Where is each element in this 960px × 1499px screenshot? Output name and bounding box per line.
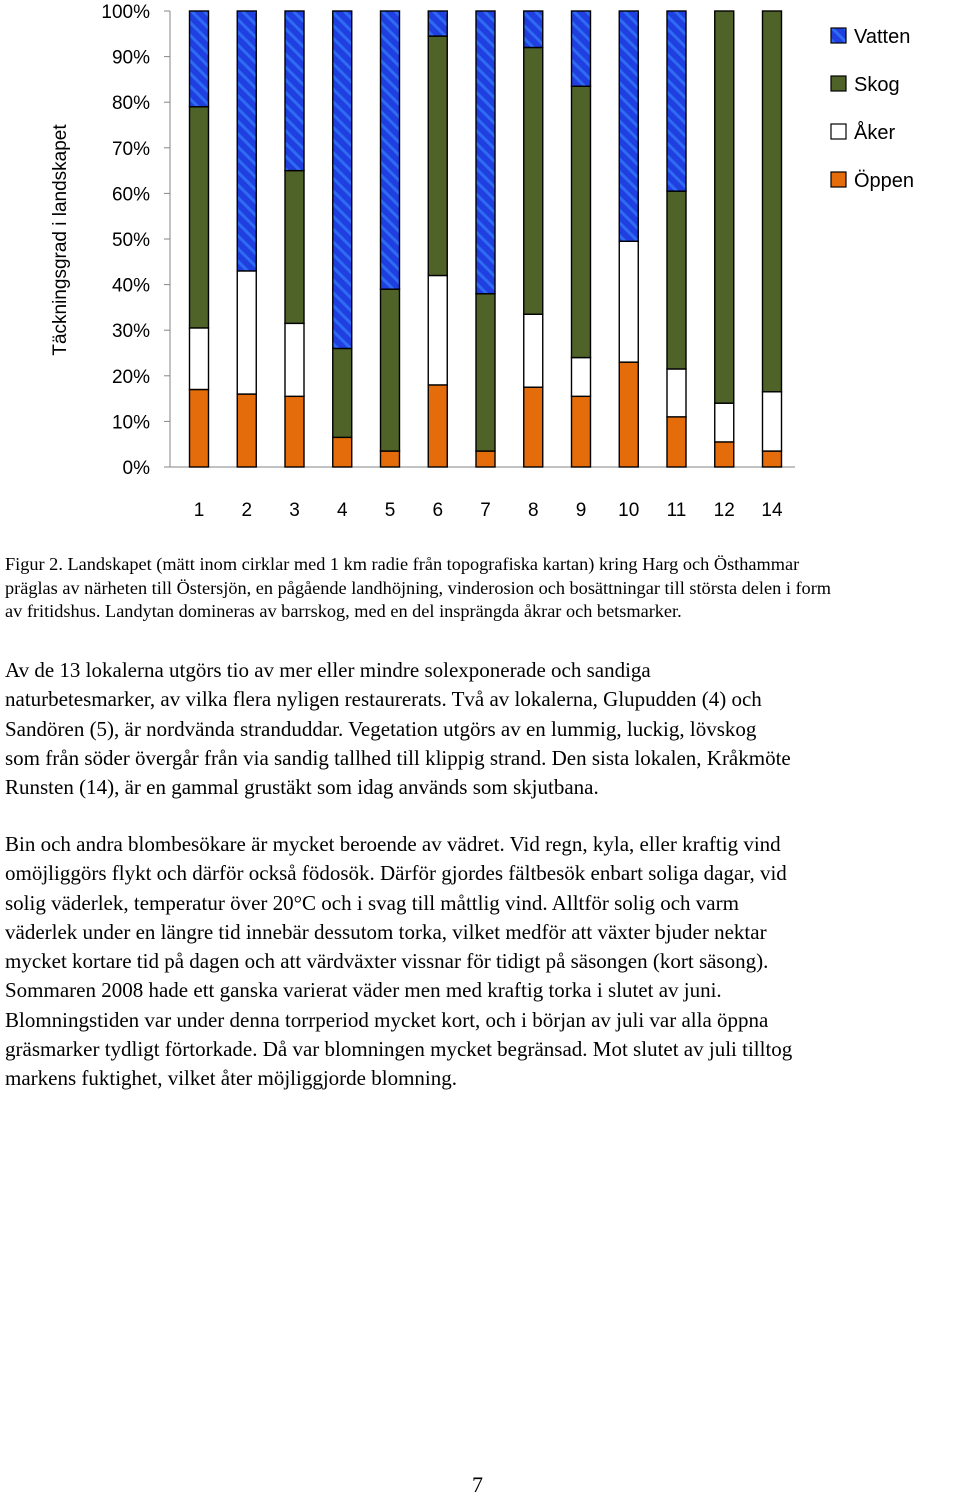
- legend-label: Skog: [854, 74, 900, 96]
- bar-segment-åker: [572, 358, 591, 397]
- paragraph-line: Av de 13 lokalerna utgörs tio av mer eller mindre solexponerade och sandiga: [5, 658, 651, 682]
- x-axis-labels: [194, 500, 783, 521]
- x-tick-label: 2: [241, 500, 253, 521]
- y-tick-label: 80%: [111, 93, 150, 115]
- bar-segment-vatten: [476, 11, 495, 294]
- bar-segment-vatten: [619, 11, 638, 241]
- paragraph-line: väderlek under en längre tid innebär dessutom torka, vilket medför att växter bjuder nektar: [5, 919, 767, 944]
- y-tick-label: 30%: [111, 321, 150, 343]
- legend-label: Vatten: [854, 26, 911, 48]
- bar-segment-åker: [285, 323, 304, 396]
- y-tick-label: 100%: [101, 2, 150, 23]
- bar-segment-skog: [572, 86, 591, 357]
- bar-segment-vatten: [428, 11, 447, 36]
- caption-line: Figur 2. Landskapet (mätt inom cirklar med 1 km radie från topografiska kartan) kring Harg och Östhammar: [5, 554, 800, 574]
- legend-swatch-skog: [831, 76, 846, 91]
- x-tick-label: 8: [527, 500, 539, 521]
- bar-segment-vatten: [524, 11, 543, 47]
- bar-segment-åker: [237, 271, 256, 394]
- x-tick-label: 14: [761, 500, 783, 521]
- bar-segment-skog: [715, 11, 734, 403]
- caption-line: präglas av närheten till Östersjön, en pågående landhöjning, vinderosion och bosättningar till största delen i form: [5, 577, 832, 598]
- bar-segment-skog: [476, 294, 495, 451]
- bar-segment-vatten: [333, 11, 352, 348]
- legend-label: Öppen: [854, 170, 915, 192]
- bar-segment-öppen: [619, 362, 638, 467]
- bar-segment-skog: [524, 47, 543, 314]
- y-axis-label: Täckningsgrad i landskapet: [50, 124, 71, 356]
- x-tick-label: 3: [289, 500, 300, 521]
- y-axis-ticks: [101, 2, 170, 479]
- bar-segment-öppen: [428, 385, 447, 467]
- bar-segment-åker: [715, 403, 734, 442]
- y-tick-label: 50%: [111, 230, 150, 251]
- bar-segment-öppen: [667, 417, 686, 467]
- bar-segment-vatten: [381, 11, 400, 289]
- x-tick-label: 5: [384, 500, 396, 521]
- legend-swatch-åker: [831, 124, 846, 139]
- bar-segment-åker: [190, 328, 209, 390]
- x-tick-label: 12: [713, 500, 735, 521]
- bar-segment-vatten: [237, 11, 256, 271]
- bar-segment-skog: [763, 11, 782, 392]
- bars: [190, 11, 782, 467]
- paragraph-line: mycket kortare tid på dagen och att värdväxter vissnar för tidigt på säsongen (kort säsong).: [5, 949, 769, 974]
- paragraph-line: naturbetesmarker, av vilka flera nyligen restaurerats. Två av lokalerna, Glupudden (4) och: [5, 687, 762, 712]
- bar-segment-öppen: [237, 394, 256, 467]
- legend-swatch-öppen: [831, 172, 846, 187]
- bar-segment-öppen: [190, 389, 209, 467]
- bar-segment-skog: [190, 107, 209, 328]
- bar-segment-öppen: [524, 387, 543, 467]
- bar-segment-skog: [333, 348, 352, 437]
- bar-segment-åker: [524, 314, 543, 387]
- y-tick-label: 10%: [111, 412, 150, 434]
- bar-segment-öppen: [476, 451, 495, 467]
- y-tick-label: 70%: [111, 138, 150, 160]
- y-tick-label: 90%: [111, 47, 150, 69]
- bar-segment-skog: [667, 191, 686, 369]
- bar-segment-öppen: [763, 451, 782, 467]
- bar-segment-öppen: [285, 396, 304, 467]
- y-tick-label: 20%: [111, 366, 150, 388]
- bar-segment-öppen: [381, 451, 400, 467]
- figure-caption: [5, 553, 960, 624]
- legend-label: Åker: [854, 122, 896, 144]
- paragraph-line: omöjliggörs flykt och därför också födosök. Därför gjordes fältbesök enbart soliga dagar, vid: [5, 861, 787, 886]
- paragraph-weather: [5, 830, 955, 1094]
- x-tick-label: 10: [618, 500, 640, 521]
- bar-segment-vatten: [572, 11, 591, 86]
- bar-segment-vatten: [190, 11, 209, 107]
- bar-segment-skog: [381, 289, 400, 451]
- bar-segment-skog: [428, 36, 447, 275]
- paragraph-line: som från söder övergår från via sandig tallhed till klippig strand. Den sista lokalen, Kråkmöte: [5, 745, 791, 770]
- y-tick-label: 40%: [111, 275, 150, 297]
- bar-segment-skog: [285, 171, 304, 324]
- bar-segment-öppen: [333, 437, 352, 467]
- paragraph-line: Runsten (14), är en gammal grustäkt som idag används som skjutbana.: [5, 775, 599, 800]
- bar-segment-åker: [667, 369, 686, 417]
- bar-segment-öppen: [715, 442, 734, 467]
- paragraph-line: Sommaren 2008 hade ett ganska varierat väder men med kraftig torka i slutet av juni.: [5, 978, 722, 1003]
- paragraph-line: Sandören (5), är nordvända stranduddar. Vegetation utgörs av en lummig, luckig, lövskog: [5, 716, 757, 741]
- caption-line: av fritidshus. Landytan domineras av barrskog, med en del insprängda åkrar och betsmarker.: [5, 601, 682, 621]
- paragraph-line: Bin och andra blombesökare är mycket beroende av vädret. Vid regn, kyla, eller kraftig vind: [5, 832, 781, 856]
- paragraph-line: markens fuktighet, vilket åter möjliggjorde blomning.: [5, 1066, 457, 1091]
- paragraph-line: Blomningstiden var under denna torrperiod mycket kort, och i början av juli var alla öppna: [5, 1007, 769, 1032]
- page-number: 7: [472, 1472, 483, 1497]
- bar-segment-åker: [763, 392, 782, 451]
- bar-segment-åker: [619, 241, 638, 362]
- legend: [831, 26, 914, 192]
- paragraph-line: solig väderlek, temperatur över 20°C och i svag till måttlig vind. Alltför solig och varm: [5, 890, 739, 915]
- x-tick-label: 6: [432, 500, 444, 521]
- bar-segment-vatten: [667, 11, 686, 191]
- paragraph-localities: [5, 656, 955, 802]
- x-tick-label: 1: [193, 500, 205, 521]
- bar-segment-öppen: [572, 396, 591, 467]
- x-tick-label: 7: [480, 500, 491, 521]
- paragraph-line: gräsmarker tydligt förtorkade. Då var blomningen mycket begränsad. Mot slutet av juli tilltog: [5, 1037, 793, 1062]
- x-tick-label: 4: [336, 500, 348, 521]
- bar-segment-vatten: [285, 11, 304, 171]
- y-tick-label: 60%: [111, 184, 150, 206]
- y-tick-label: 0%: [122, 458, 150, 479]
- bar-segment-åker: [428, 275, 447, 384]
- x-tick-label: 9: [575, 500, 587, 521]
- x-tick-label: 11: [666, 500, 687, 521]
- legend-swatch-vatten: [831, 28, 846, 43]
- stacked-bar-chart: [0, 0, 960, 540]
